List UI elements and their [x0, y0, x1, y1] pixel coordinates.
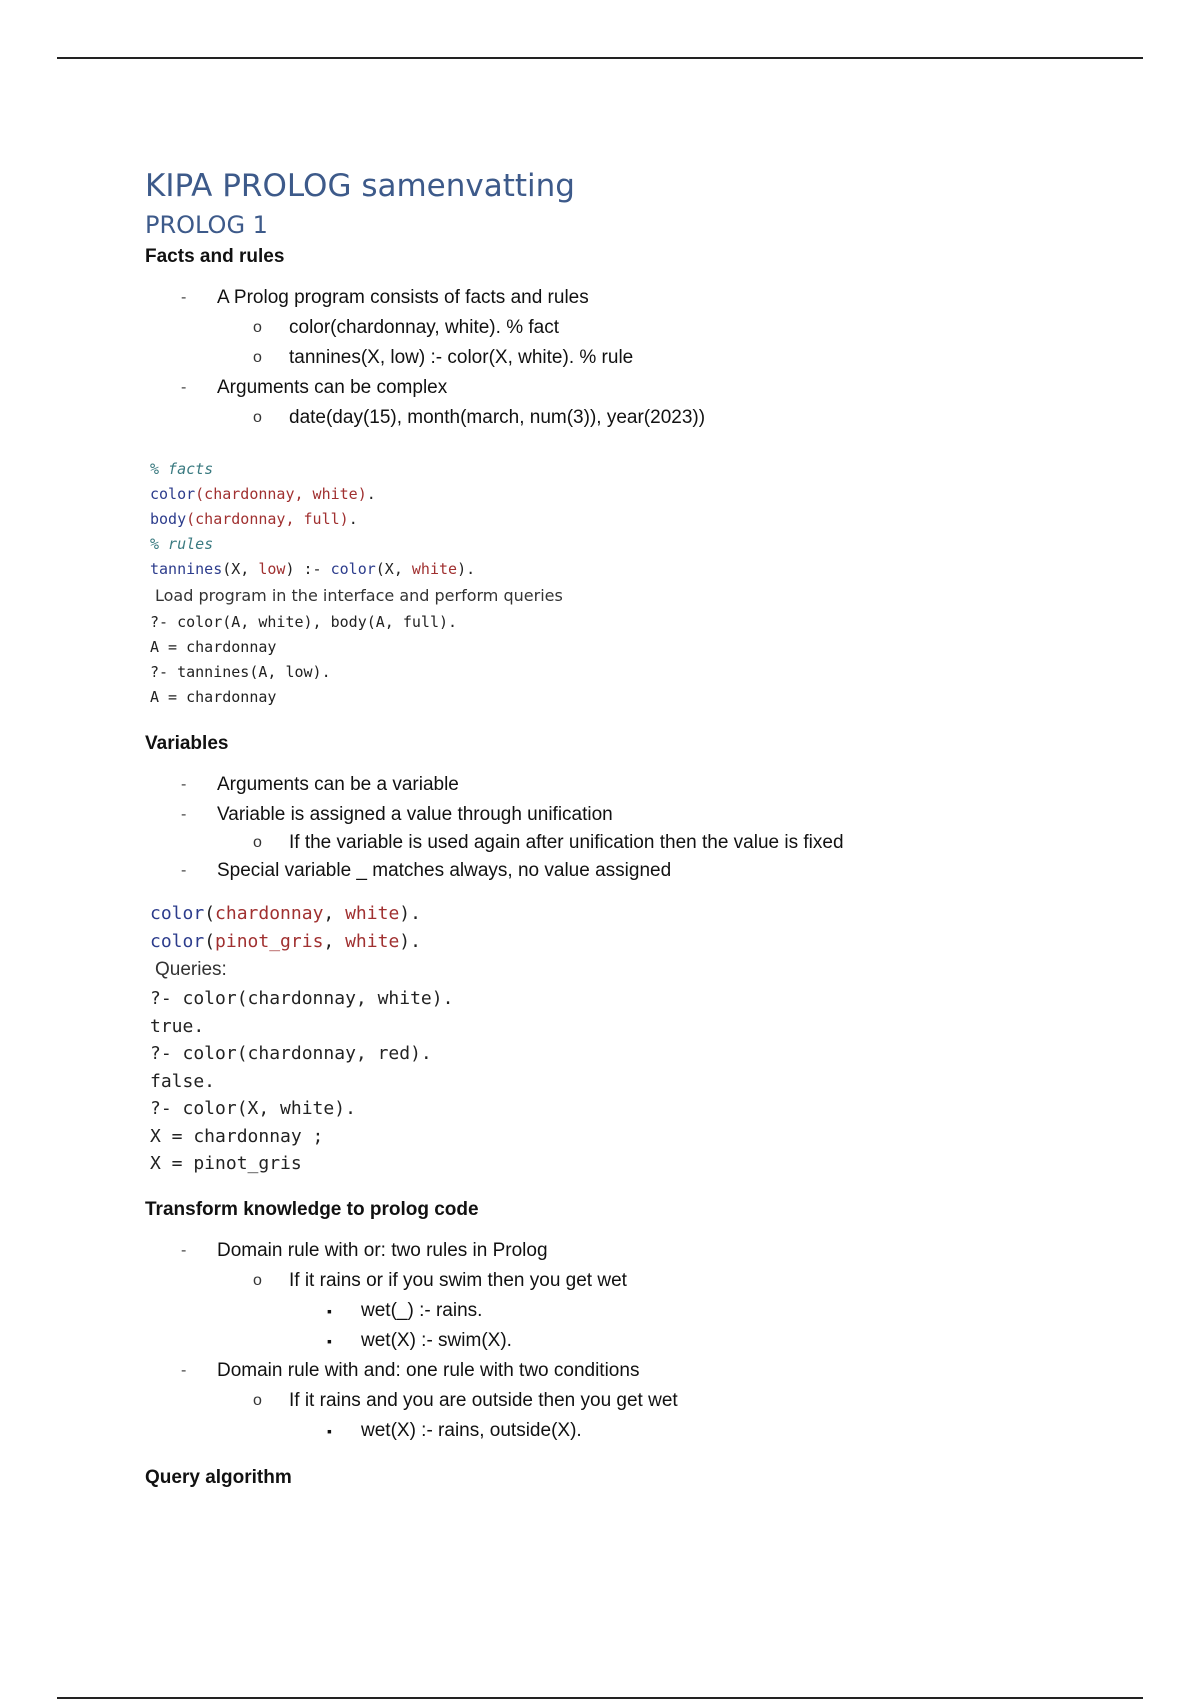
query-line: ?- color(chardonnay, red).: [150, 1043, 432, 1064]
code-example-facts-rules: [150, 457, 1105, 710]
queries-label: Queries:: [155, 959, 227, 980]
code-prose: Load program in the interface and perform queries: [155, 586, 563, 605]
sub-list: [217, 313, 1105, 373]
answer-line: false.: [150, 1070, 216, 1092]
dash-bullet: -: [181, 289, 187, 306]
code-line: color(chardonnay, white).: [150, 485, 376, 503]
query-algorithm-heading: Query algorithm: [145, 1466, 292, 1488]
query-line: ?- color(chardonnay, white).: [150, 988, 454, 1009]
document-title: KIPA PROLOG samenvatting: [145, 168, 575, 204]
dash-bullet: -: [181, 379, 187, 396]
variables-list: [145, 770, 1105, 886]
sub-list: [217, 1266, 1105, 1356]
circle-bullet: o: [253, 319, 262, 336]
facts-rules-list: [145, 283, 1105, 433]
list-item: - Arguments can be a variable: [145, 770, 1105, 800]
answer-line: A = chardonnay: [150, 638, 277, 656]
answer-line: X = chardonnay ;: [150, 1125, 324, 1147]
query-line: ?- tannines(A, low).: [150, 663, 331, 681]
circle-bullet: o: [253, 1391, 262, 1409]
list-item: o color(chardonnay, white). % fact: [217, 313, 1105, 343]
facts-rules-heading: Facts and rules: [145, 246, 285, 267]
transform-list: [145, 1236, 1105, 1446]
list-item: ▪ wet(X) :- rains, outside(X).: [289, 1416, 1105, 1446]
list-item: o If the variable is used again after unification then the value is fixed: [217, 830, 1105, 856]
section-title: PROLOG 1: [145, 211, 268, 239]
list-item: - Special variable _ matches always, no value assigned: [145, 856, 1105, 886]
document-body: [145, 165, 1105, 1492]
answer-line: X = pinot_gris: [150, 1153, 302, 1174]
code-comment: % facts: [150, 460, 214, 478]
footer-rule: [57, 1697, 1143, 1699]
transform-heading: Transform knowledge to prolog code: [145, 1198, 479, 1220]
list-item: ▪ wet(_) :- rains.: [289, 1296, 1105, 1326]
list-item: - Domain rule with or: two rules in Prolog o If it rains or if you swim then you get wet ▪ wet(_) :- rains. ▪ wet(X) :- swim(X).: [145, 1236, 1105, 1356]
list-item: o If it rains or if you swim then you get wet ▪ wet(_) :- rains. ▪ wet(X) :- swim(X).: [217, 1266, 1105, 1356]
answer-line: A = chardonnay: [150, 688, 277, 706]
dash-bullet: -: [181, 806, 187, 823]
code-example-variables: [150, 900, 1105, 1178]
sub-sub-list: [289, 1296, 1105, 1356]
code-line: color(chardonnay, white).: [150, 903, 421, 924]
list-item: ▪ wet(X) :- swim(X).: [289, 1326, 1105, 1356]
circle-bullet: o: [253, 409, 262, 426]
dash-bullet: -: [181, 862, 187, 879]
list-item: - Domain rule with and: one rule with two conditions o If it rains and you are outside then you get wet ▪ wet(X) :- rains, outside(X).: [145, 1356, 1105, 1446]
circle-bullet: o: [253, 834, 262, 851]
square-bullet: ▪: [327, 1422, 332, 1439]
dash-bullet: -: [181, 776, 187, 793]
circle-bullet: o: [253, 1271, 262, 1289]
sub-list: [217, 1386, 1105, 1446]
variables-heading: Variables: [145, 733, 229, 754]
square-bullet: ▪: [327, 1302, 332, 1319]
sub-list: [217, 403, 1105, 433]
query-line: ?- color(X, white).: [150, 1098, 356, 1119]
list-item: o tannines(X, low) :- color(X, white). % rule: [217, 343, 1105, 373]
sub-sub-list: [289, 1416, 1105, 1446]
square-bullet: ▪: [327, 1332, 332, 1349]
list-item: o date(day(15), month(march, num(3)), year(2023)): [217, 403, 1105, 433]
query-line: ?- color(A, white), body(A, full).: [150, 613, 458, 631]
list-item: - Arguments can be complex o date(day(15), month(march, num(3)), year(2023)): [145, 373, 1105, 433]
code-line: color(pinot_gris, white).: [150, 930, 421, 952]
code-comment: % rules: [150, 535, 214, 553]
circle-bullet: o: [253, 349, 262, 366]
list-item: - A Prolog program consists of facts and rules o color(chardonnay, white). % fact o tannines(X, low) :- color(X, white). % rule: [145, 283, 1105, 373]
sub-list: [217, 830, 1105, 856]
code-line: tannines(X, low) :- color(X, white).: [150, 560, 476, 578]
answer-line: true.: [150, 1015, 205, 1037]
dash-bullet: -: [181, 1361, 187, 1379]
dash-bullet: -: [181, 1241, 187, 1259]
header-rule: [57, 57, 1143, 59]
code-line: body(chardonnay, full).: [150, 510, 358, 528]
list-item: - Variable is assigned a value through unification o If the variable is used again after unification then the value is fixed: [145, 800, 1105, 856]
list-item: o If it rains and you are outside then you get wet ▪ wet(X) :- rains, outside(X).: [217, 1386, 1105, 1446]
